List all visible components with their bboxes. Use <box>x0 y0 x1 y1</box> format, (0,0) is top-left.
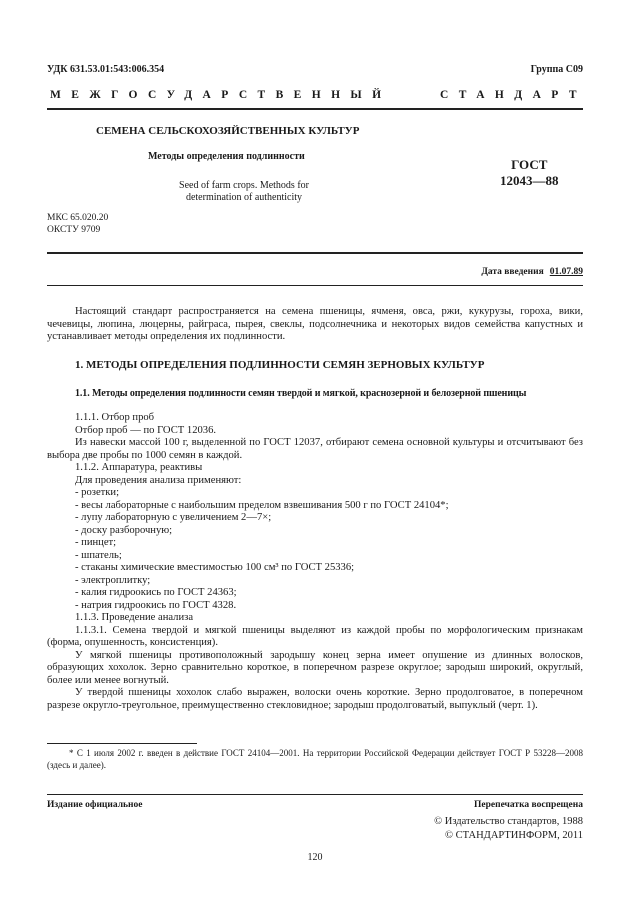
copyright-1988: © Издательство стандартов, 1988 <box>434 816 583 827</box>
header-rule <box>47 108 583 110</box>
paragraph: Для проведения анализа применяют: <box>75 474 242 486</box>
classifier-codes <box>47 213 108 236</box>
document-title: СЕМЕНА СЕЛЬСКОХОЗЯЙСТВЕННЫХ КУЛЬТУР <box>96 125 360 137</box>
list-item: - шпатель; <box>75 549 122 561</box>
footnote: * С 1 июля 2002 г. введен в действие ГОСТ 24104—2001. На территории Российской Федерации действует ГОСТ Р 53228—2008 (здесь и далее). <box>47 748 583 770</box>
subsection-heading: 1.1. Методы определения подлинности семян твердой и мягкой, краснозерной и белозерной пшеницы <box>75 388 527 399</box>
gost-label: ГОСТ <box>511 157 548 172</box>
copyright-2011: © СТАНДАРТИНФОРМ, 2011 <box>445 830 583 841</box>
list-item: - калия гидроокись по ГОСТ 24363; <box>75 587 237 598</box>
effective-date-label: Дата введения <box>481 267 544 277</box>
gost-designation <box>500 157 559 189</box>
list-item: - розетки; <box>75 487 120 498</box>
group-code: Группа С09 <box>530 64 583 75</box>
list-item: - доску разборочную; <box>75 524 173 536</box>
okstu-code: ОКСТУ 9709 <box>47 224 101 235</box>
list-item: - электроплитку; <box>75 574 151 586</box>
paragraph: Из навески массой 100 г, выделенной по ГОСТ 12037, отбирают семена основной культуры и отсчитывают без выбора две пробы по 1000 семян в каждой. <box>47 437 583 461</box>
paragraph: Отбор проб — по ГОСТ 12036. <box>75 424 217 436</box>
udc-code: УДК 631.53.01:543:006.354 <box>47 64 165 75</box>
effective-date <box>481 267 583 277</box>
intro-paragraph: Настоящий стандарт распространяется на семена пшеницы, ячменя, овса, ржи, кукурузы, гороха, вики, чечевицы, люпина, люцерны, райграса, пырея, свеклы, подсолнечника и некоторых видов семейства капустных и устанавливает методы определения их подлинности. <box>47 306 583 342</box>
document-subtitle: Методы определения подлинности <box>148 151 305 162</box>
list-item: - лупу лабораторную с увеличением 2—7×; <box>75 512 272 523</box>
title-rule <box>47 252 583 254</box>
interstate-label: МЕЖГОСУДАРСТВЕННЫЙ <box>50 89 392 101</box>
effective-date-value: 01.07.89 <box>549 267 583 277</box>
date-rule <box>47 285 583 286</box>
paragraph: У мягкой пшеницы противоположный зародышу конец зерна имеет опушение из длинных волосков, образующих хохолок. Зерно сравнительно короткое, в поперечном разрезе округлое; зародыш широкий, округлый, более или менее вогнутый. <box>47 649 583 686</box>
gost-number: 12043—88 <box>500 173 559 188</box>
official-edition: Издание официальное <box>47 800 143 810</box>
section-heading: 1. МЕТОДЫ ОПРЕДЕЛЕНИЯ ПОДЛИННОСТИ СЕМЯН ЗЕРНОВЫХ КУЛЬТУР <box>75 359 485 371</box>
list-item: - пинцет; <box>75 537 117 548</box>
reprint-notice: Перепечатка воспрещена <box>473 800 583 810</box>
paragraph: У твердой пшеницы хохолок слабо выражен, волоски очень короткие. Зерно продолговатое, в поперечном разрезе округло-треугольное, преимущественно стекловидное; зародыш продолговатый, выпуклый (черт. 1). <box>47 687 583 711</box>
paragraph: 1.1.2. Аппаратура, реактивы <box>75 462 203 473</box>
mks-code: МКС 65.020.20 <box>47 213 109 223</box>
list-item: - стаканы химические вместимостью 100 см³ по ГОСТ 25336; <box>75 562 355 573</box>
english-title: Seed of farm crops. Methods for determination of authenticity <box>179 180 309 203</box>
paragraph: 1.1.1. Отбор проб <box>75 412 155 423</box>
page-number: 120 <box>307 852 323 863</box>
standard-label: СТАНДАРТ <box>440 89 587 101</box>
list-item: - весы лабораторные с наибольшим пределом взвешивания 500 г по ГОСТ 24104*; <box>75 499 449 511</box>
list-item: - натрия гидроокись по ГОСТ 4328. <box>75 599 237 611</box>
footnote-rule <box>47 743 197 744</box>
body-text <box>47 412 583 712</box>
footer-rule <box>47 794 583 795</box>
paragraph: 1.1.3. Проведение анализа <box>75 612 194 623</box>
paragraph: 1.1.3.1. Семена твердой и мягкой пшеницы выделяют из каждой пробы по морфологическим признакам (форма, опушенность, консистенция). <box>47 624 583 648</box>
